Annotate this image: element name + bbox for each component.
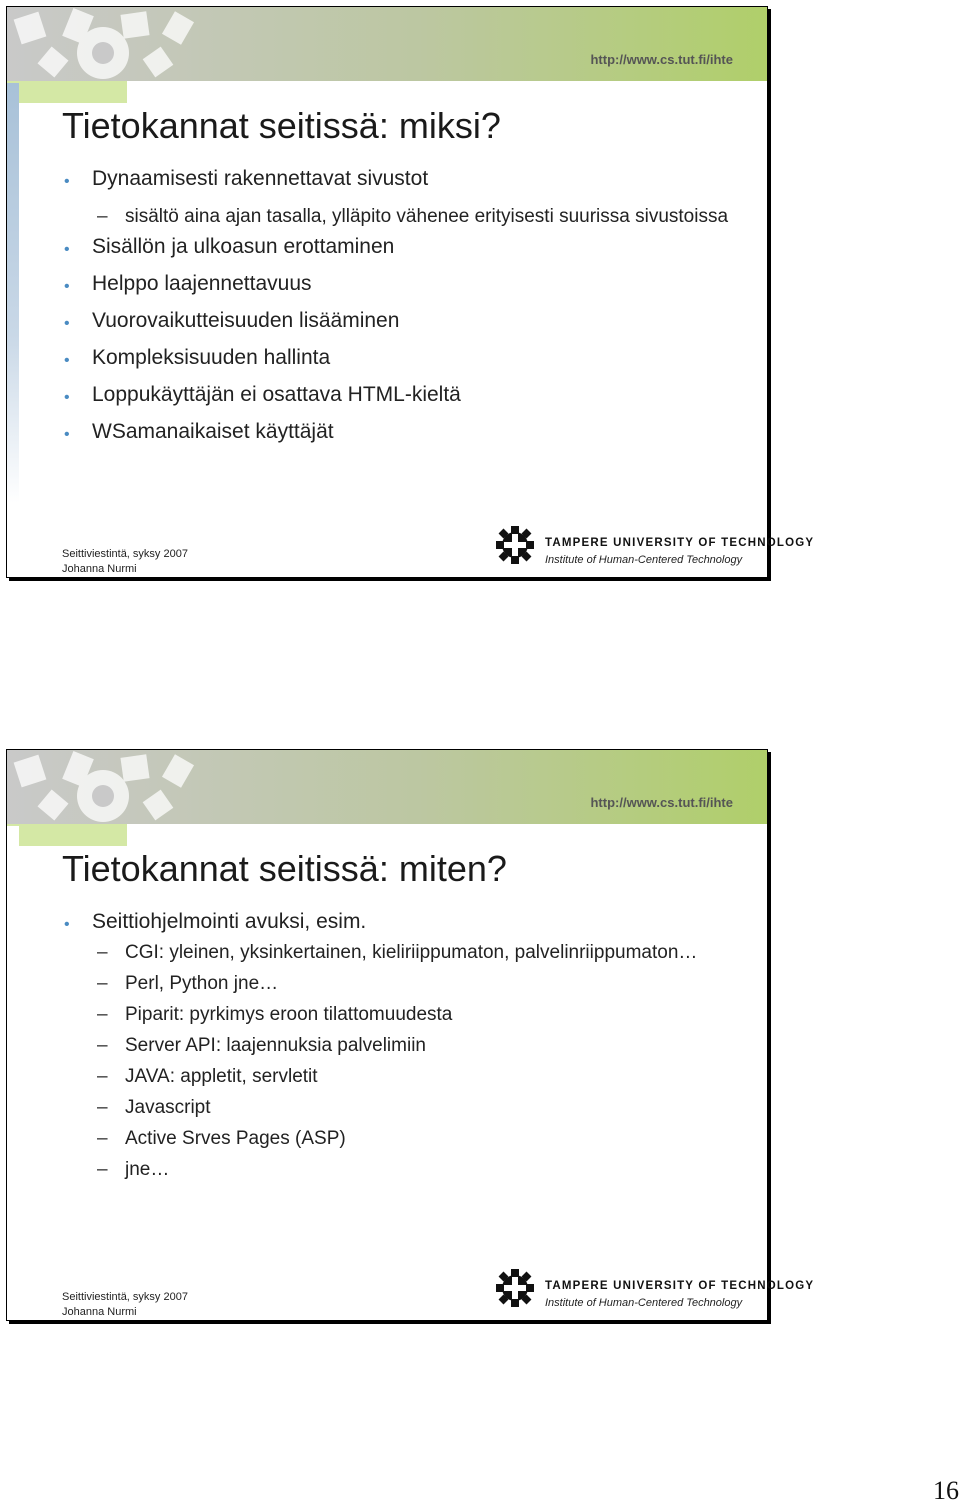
dash-icon: – <box>97 206 108 227</box>
logo-institute: Institute of Human-Centered Technology <box>545 1297 743 1309</box>
bullet-list <box>62 167 752 457</box>
bullet-item <box>62 272 752 296</box>
header-url: http://www.cs.tut.fi/ihte <box>590 795 733 810</box>
sub-bullet-item <box>62 1126 752 1151</box>
dash-icon: – <box>97 1159 108 1180</box>
bullet-item <box>62 167 752 191</box>
sub-bullet-item <box>62 1002 752 1027</box>
header-mask <box>127 81 767 103</box>
sub-bullet-item <box>62 971 752 996</box>
dash-icon: – <box>97 1097 108 1118</box>
tut-logo <box>495 523 815 569</box>
footer-course: Seittiviestintä, syksy 2007 <box>62 548 188 560</box>
footer-credit <box>62 547 188 577</box>
sub-bullet-text: Perl, Python jne… <box>125 973 279 994</box>
footer-credit <box>62 1290 188 1320</box>
footer-course: Seittiviestintä, syksy 2007 <box>62 1291 188 1303</box>
bullet-dot-icon: • <box>64 241 70 258</box>
slide-title: Tietokannat seitissä: miten? <box>62 848 507 889</box>
left-stripe <box>7 83 19 503</box>
bullet-dot-icon: • <box>64 278 70 295</box>
bullet-text: Kompleksisuuden hallinta <box>92 346 331 369</box>
bullet-list <box>62 910 752 1188</box>
sub-bullet-text: Javascript <box>125 1097 211 1118</box>
sub-bullet-item <box>62 204 752 229</box>
bullet-dot-icon: • <box>64 389 70 406</box>
sub-bullet-text: CGI: yleinen, yksinkertainen, kieliriippumaton, palvelinriippumaton… <box>125 942 698 963</box>
dash-icon: – <box>97 1035 108 1056</box>
tut-logo <box>495 1266 815 1312</box>
bullet-dot-icon: • <box>64 426 70 443</box>
sub-bullet-item <box>62 940 752 965</box>
bullet-dot-icon: • <box>64 315 70 332</box>
bullet-text: Dynaamisesti rakennettavat sivustot <box>92 167 429 190</box>
page-number: 16 <box>933 1476 959 1505</box>
bullet-text: Seittiohjelmointi avuksi, esim. <box>92 910 367 933</box>
bullet-text: Loppukäyttäjän ei osattava HTML-kieltä <box>92 383 461 406</box>
bullet-item <box>62 309 752 333</box>
bullet-text: Helppo laajennettavuus <box>92 272 312 295</box>
sub-bullet-text: Piparit: pyrkimys eroon tilattomuudesta <box>125 1004 453 1025</box>
logo-institute: Institute of Human-Centered Technology <box>545 554 743 566</box>
dash-icon: – <box>97 973 108 994</box>
footer-author: Johanna Nurmi <box>62 1306 137 1318</box>
bullet-dot-icon: • <box>64 352 70 369</box>
sub-bullet-text: sisältö aina ajan tasalla, ylläpito vähenee erityisesti suurissa sivustoissa <box>125 206 729 227</box>
sub-bullet-text: JAVA: appletit, servletit <box>125 1066 318 1087</box>
sub-bullet-item <box>62 1033 752 1058</box>
left-stripe <box>7 826 19 1246</box>
sub-bullet-item <box>62 1157 752 1182</box>
sub-bullet-text: jne… <box>125 1159 170 1180</box>
slide-2 <box>6 749 815 1321</box>
gear-watermark-icon <box>7 750 767 824</box>
bullet-item <box>62 420 752 444</box>
tut-gear-logo-icon <box>495 525 535 565</box>
dash-icon: – <box>97 942 108 963</box>
bullet-dot-icon: • <box>64 173 70 190</box>
bullet-item <box>62 383 752 407</box>
slide-1 <box>6 6 815 578</box>
bullet-text: Sisällön ja ulkoasun erottaminen <box>92 235 395 258</box>
gear-watermark-icon <box>7 7 767 81</box>
tut-gear-logo-icon <box>495 1268 535 1308</box>
sub-bullet-text: Server API: laajennuksia palvelimiin <box>125 1035 426 1056</box>
dash-icon: – <box>97 1066 108 1087</box>
dash-icon: – <box>97 1128 108 1149</box>
bullet-item <box>62 235 752 259</box>
bullet-item <box>62 910 752 934</box>
bullet-item <box>62 346 752 370</box>
slide-title: Tietokannat seitissä: miksi? <box>62 105 501 146</box>
bullet-text: WSamanaikaiset käyttäjät <box>92 420 334 443</box>
sub-bullet-item <box>62 1064 752 1089</box>
bullet-dot-icon: • <box>64 916 70 933</box>
sub-bullet-item <box>62 1095 752 1120</box>
footer-author: Johanna Nurmi <box>62 563 137 575</box>
gear-watermark-band <box>7 750 767 824</box>
dash-icon: – <box>97 1004 108 1025</box>
bullet-text: Vuorovaikutteisuuden lisääminen <box>92 309 400 332</box>
gear-watermark-band <box>7 7 767 81</box>
header-mask <box>127 824 767 846</box>
header-url: http://www.cs.tut.fi/ihte <box>590 52 733 67</box>
sub-bullet-text: Active Srves Pages (ASP) <box>125 1128 346 1149</box>
logo-university: TAMPERE UNIVERSITY OF TECHNOLOGY <box>545 1280 815 1292</box>
logo-university: TAMPERE UNIVERSITY OF TECHNOLOGY <box>545 537 815 549</box>
